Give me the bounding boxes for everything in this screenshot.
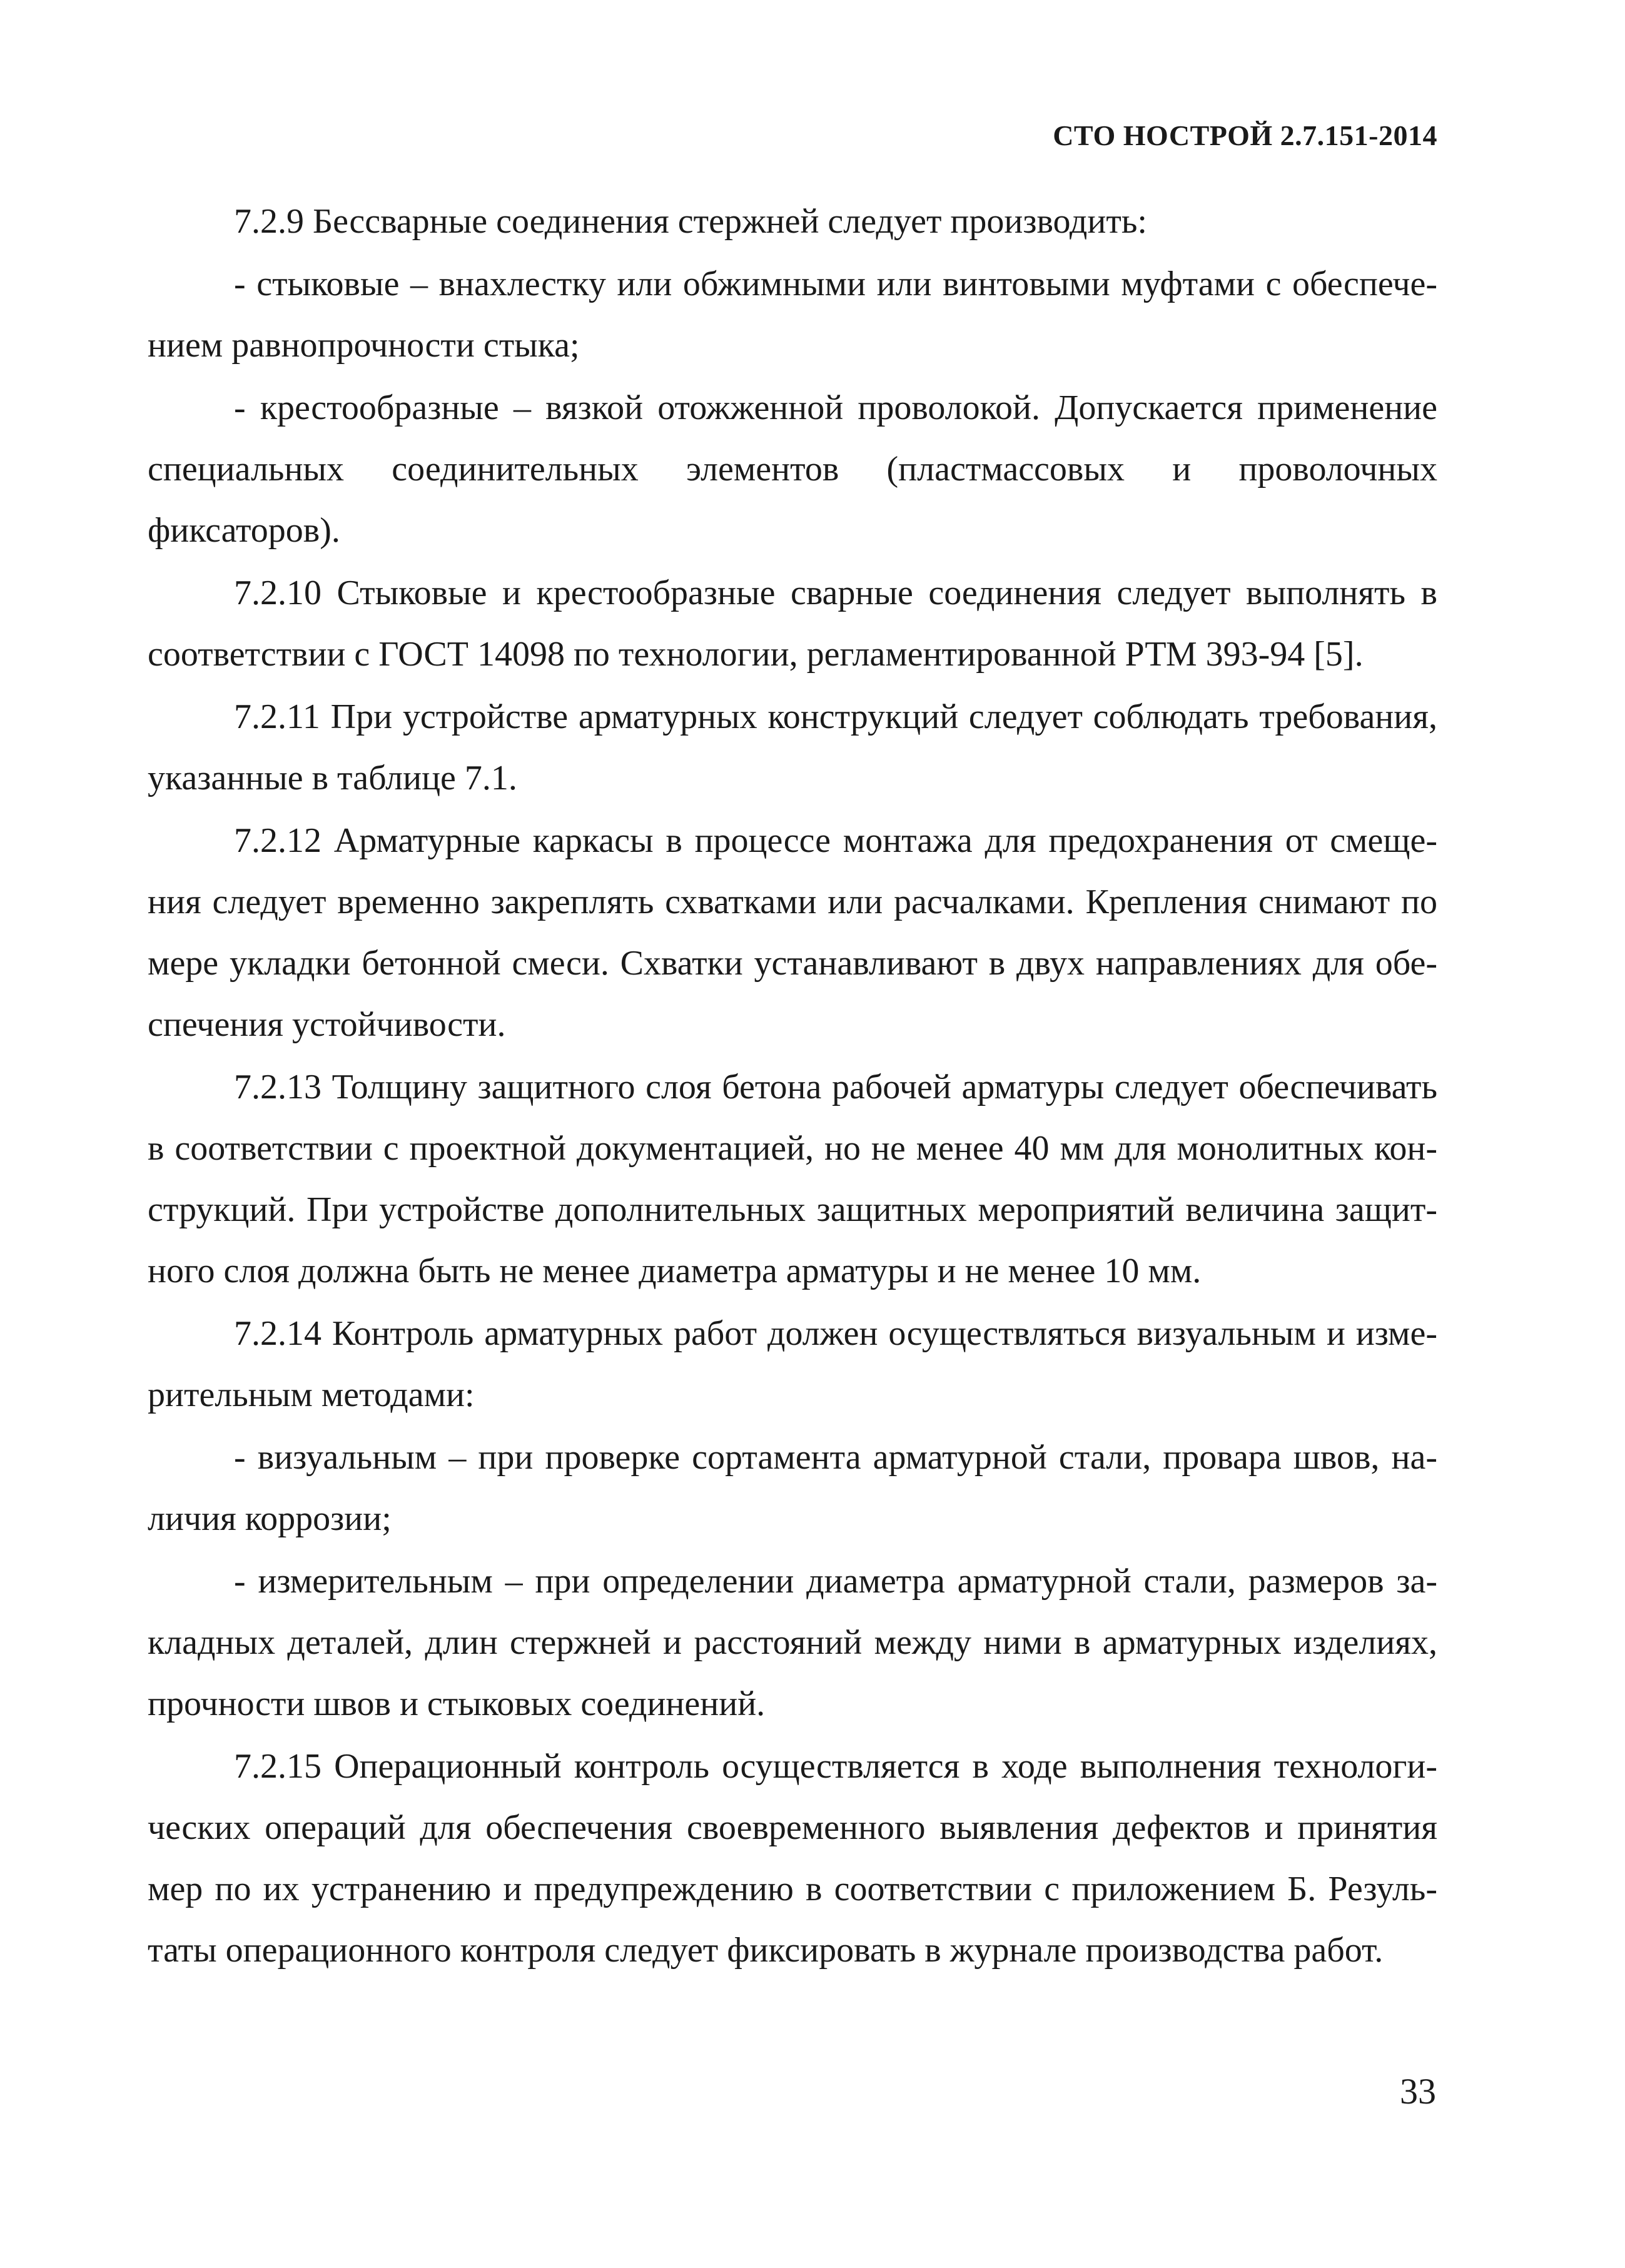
document-body (148, 191, 1437, 1982)
paragraph-7-2-14: 7.2.14 Контроль арматурных работ должен осуществляться визуальным и измерительным методами: (148, 1314, 1437, 1414)
list-item-butt-joints: - стыковые – внахлестку или обжимными или винтовыми муфтами с обеспечением равнопрочности стыка; (148, 265, 1437, 365)
paragraph-7-2-12: 7.2.12 Арматурные каркасы в процессе монтажа для предохранения от смещения следует временно закреплять схватками или расчалками. Крепления снимают по мере укладки бетонной смеси. Схватки устанавливают в двух направлениях для обеспечения устойчивости. (148, 821, 1437, 1044)
document-header: СТО НОСТРОЙ 2.7.151-2014 (1053, 119, 1437, 151)
list-item-cross-joints: - крестообразные – вязкой отожженной проволокой. Допускается применение специальных соединительных элементов (пластмассовых и проволочных фиксаторов). (148, 388, 1437, 550)
list-item-measurement-control: - измерительным – при определении диаметра арматурной стали, размеров закладных деталей, длин стержней и расстояний между ними в арматурных изделиях, прочности швов и стыковых соединений. (148, 1562, 1437, 1723)
page-number: 33 (1400, 2071, 1436, 2112)
paragraph-7-2-13: 7.2.13 Толщину защитного слоя бетона рабочей арматуры следует обеспечивать в соответствии с проектной документацией, но не менее 40 мм для монолитных конструкций. При устройстве дополнительных защитных мероприятий величина защитного слоя должна быть не менее диаметра арматуры и не менее 10 мм. (148, 1068, 1437, 1290)
paragraph-7-2-10: 7.2.10 Стыковые и крестообразные сварные соединения следует выполнять в соответствии с ГОСТ 14098 по технологии, регламентированной РТМ 393-94 [5]. (148, 574, 1437, 674)
paragraph-7-2-9: 7.2.9 Бессварные соединения стержней следует производить: (234, 202, 1147, 241)
paragraph-7-2-15: 7.2.15 Операционный контроль осуществляется в ходе выполнения технологических операций для обеспечения своевременного выявления дефектов и принятия мер по их устранению и предупреждению в соответствии с приложением Б. Результаты операционного контроля следует фиксировать в журнале производства работ. (148, 1747, 1437, 1970)
list-item-visual-control: - визуальным – при проверке сортамента арматурной стали, провара швов, наличия коррозии; (148, 1438, 1437, 1538)
paragraph-7-2-11: 7.2.11 При устройстве арматурных конструкций следует соблюдать требования, указанные в таблице 7.1. (148, 697, 1437, 797)
